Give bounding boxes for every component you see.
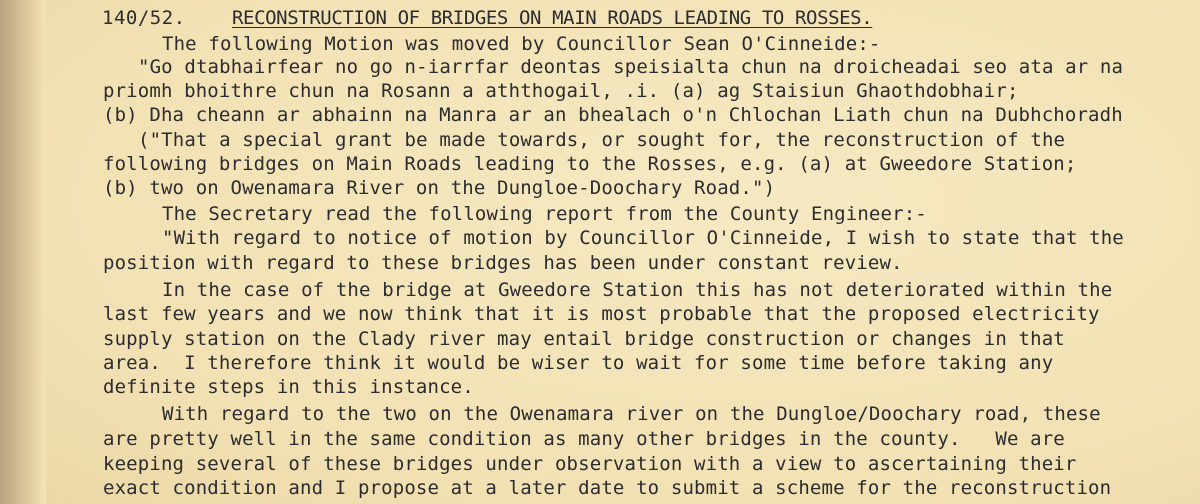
body-line: With regard to the two on the Owenamara river on the Dungloe/Doochary road, these [162,403,1101,425]
body-line: following bridges on Main Roads leading to the Rosses, e.g. (a) at Gweedore Station; [103,153,1077,175]
body-line: area. I therefore think it would be wiser to wait for some time before taking any [103,352,1054,374]
body-line: supply station on the Clady river may entail bridge construction or changes in that [103,328,1065,350]
body-line: (b) Dha cheann ar abhainn na Manra ar an bhealach o'n Chlochan Liath chun na Dubhchoradh [103,104,1123,126]
body-line: (b) two on Owenamara River on the Dungloe-Doochary Road.") [103,177,776,199]
body-line: are pretty well in the same condition as many other bridges in the county. We are [103,428,1065,450]
body-line: priomh bhoithre chun na Rosann a aththogail, .i. (a) ag Staisiun Ghaothdobhair; [103,80,1019,102]
body-line: "Go dtabhairfear no go n-iarrfar deontas speisialta chun na droicheadai seo ata ar na [138,56,1124,78]
book-spine-shadow [0,0,46,504]
body-line: exact condition and I propose at a later date to submit a scheme for the reconstruction [103,477,1112,499]
body-line: "With regard to notice of motion by Councillor O'Cinneide, I wish to state that the [162,227,1124,249]
minute-heading: RECONSTRUCTION OF BRIDGES ON MAIN ROADS LEADING TO ROSSES. [232,7,873,29]
body-line: The Secretary read the following report from the County Engineer:- [162,203,927,225]
body-line: ("That a special grant be made towards, or sought for, the reconstruction of the [138,129,1066,151]
minute-reference-number: 140/52. [102,7,186,29]
body-line: In the case of the bridge at Gweedore Station this has not deteriorated within the [162,279,1113,301]
body-line: The following Motion was moved by Councillor Sean O'Cinneide:- [162,33,881,55]
body-line: definite steps in this instance. [103,376,474,398]
body-line: position with regard to these bridges has been under constant review. [103,252,903,274]
body-line: last few years and we now think that it is most probable that the proposed electricity [103,303,1100,325]
body-line: keeping several of these bridges under observation with a view to ascertaining their [103,453,1077,475]
